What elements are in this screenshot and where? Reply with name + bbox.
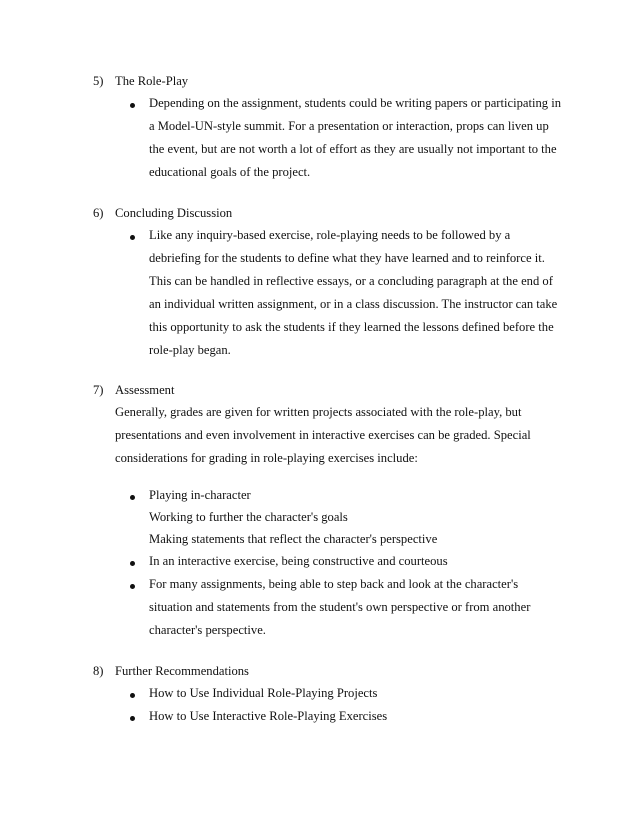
bullet-text-line: Making statements that reflect the character's perspective	[149, 532, 438, 546]
paragraph-line: considerations for grading in role-playing exercises include:	[115, 451, 418, 465]
bullet-dot-icon	[130, 561, 135, 566]
section-number: 7)	[93, 383, 104, 397]
bullet-text-line: This can be handled in reflective essays, or a concluding paragraph at the end of	[149, 274, 553, 288]
section-number: 6)	[93, 206, 104, 220]
bullet-text-line: an individual written assignment, or in a class discussion. The instructor can take	[149, 297, 558, 311]
bullet-text-line: a Model-UN-style summit. For a presentation or interaction, props can liven up	[149, 119, 549, 133]
bullet-text-line: Playing in-character	[149, 488, 251, 502]
paragraph-line: presentations and even involvement in interactive exercises can be graded. Special	[115, 428, 531, 442]
bullet-text-line: the event, but are not worth a lot of effort as they are usually not important to the	[149, 142, 557, 156]
section-number: 8)	[93, 664, 104, 678]
bullet-dot-icon	[130, 693, 135, 698]
section-title: Further Recommendations	[115, 664, 249, 678]
bullet-text-line: How to Use Individual Role-Playing Projects	[149, 686, 378, 700]
bullet-dot-icon	[130, 584, 135, 589]
bullet-text-line: situation and statements from the student's own perspective or from another	[149, 600, 531, 614]
bullet-text-line: For many assignments, being able to step back and look at the character's	[149, 577, 519, 591]
bullet-dot-icon	[130, 716, 135, 721]
section-title: Concluding Discussion	[115, 206, 233, 220]
bullet-dot-icon	[130, 235, 135, 240]
bullet-text-line: How to Use Interactive Role-Playing Exercises	[149, 709, 388, 723]
section-heading-5	[93, 74, 188, 89]
bullet-text-line: Depending on the assignment, students could be writing papers or participating in	[149, 96, 562, 110]
bullet-text-line: debriefing for the students to define what they have learned and to reinforce it.	[149, 251, 545, 265]
section-heading-6	[93, 206, 232, 221]
section-title: The Role-Play	[115, 74, 189, 88]
bullet-text-line: educational goals of the project.	[149, 165, 311, 179]
bullet-text-line: role-play began.	[149, 343, 231, 357]
bullet-text-line: Working to further the character's goals	[149, 510, 348, 524]
bullet-text-line: Like any inquiry-based exercise, role-playing needs to be followed by a	[149, 228, 511, 242]
paragraph-line: Generally, grades are given for written projects associated with the role-play, but	[115, 405, 522, 419]
bullet-text-line: character's perspective.	[149, 623, 266, 637]
bullet-dot-icon	[130, 495, 135, 500]
section-number: 5)	[93, 74, 104, 88]
bullet-text-line: In an interactive exercise, being constructive and courteous	[149, 554, 448, 568]
bullet-text-line: this opportunity to ask the students if they learned the lessons defined before the	[149, 320, 554, 334]
bullet-dot-icon	[130, 103, 135, 108]
section-title: Assessment	[115, 383, 175, 397]
section-heading-8	[93, 664, 249, 679]
section-heading-7	[93, 383, 174, 398]
